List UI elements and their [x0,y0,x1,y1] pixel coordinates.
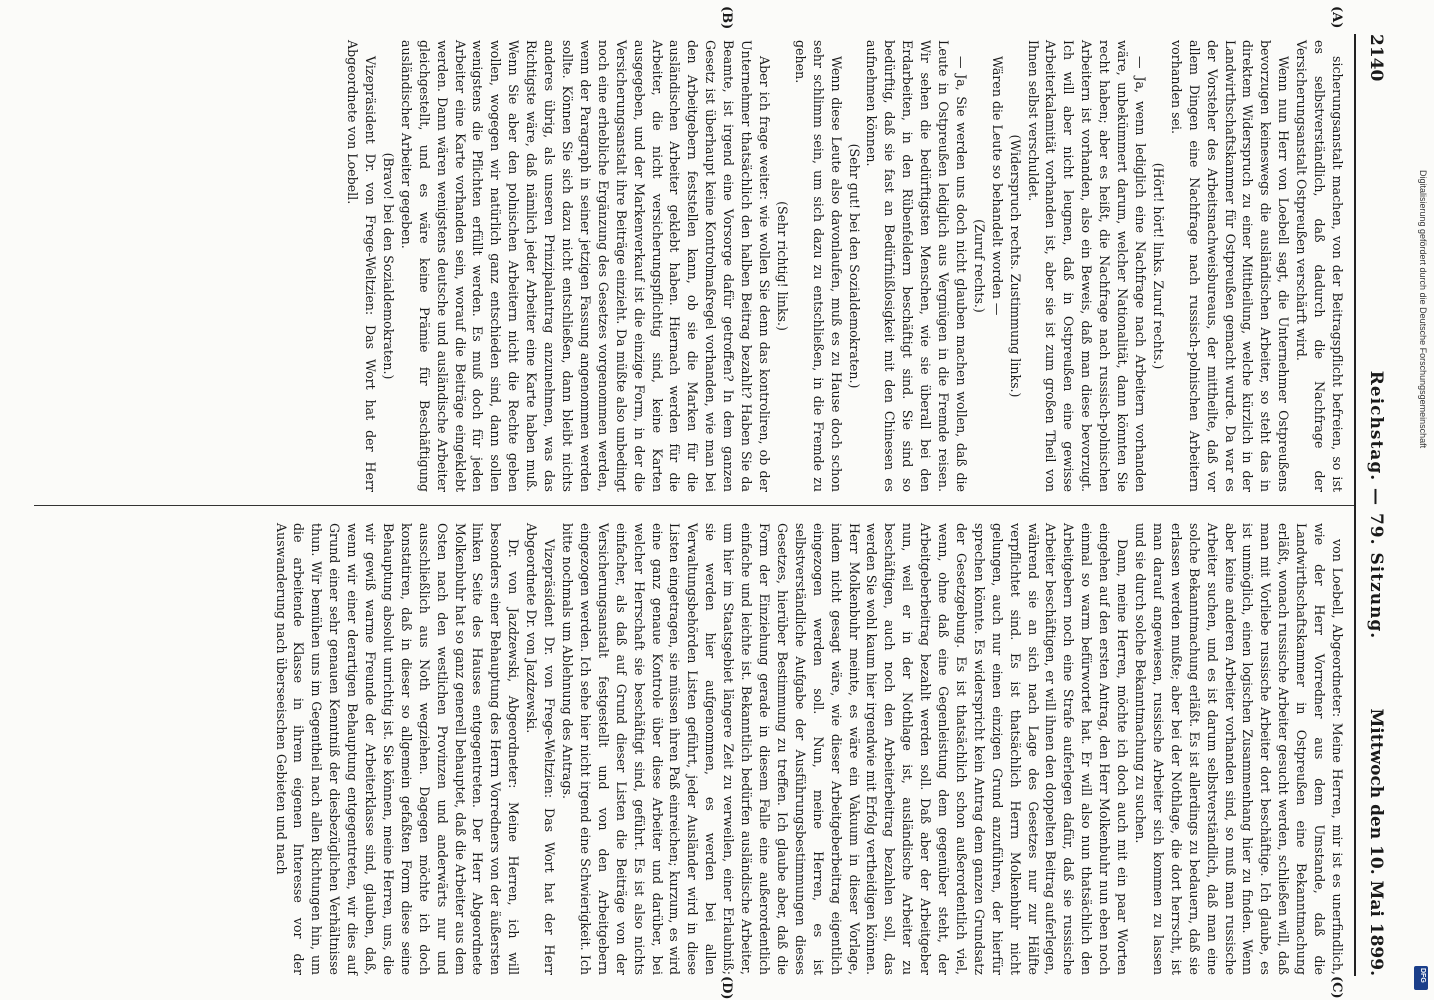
speaker-paragraph: Vizepräsident Dr. von Frege-Weltzien: Das Wort hat der Herr Abgeordnete Dr. von Jazdzewski. [524,523,558,975]
paragraph: Wenn nun Herr von Loebell sagt, die Unternehmer Ostpreußens bevorzugen keineswegs die ausländischen Arbeiter, so steht das in direktem Widerspruch zu einer Mittheilung, welche kürzlich in der Landwirthschaftskammer für Ostpreußen gemacht wurde. Da war es der Vorsteher des Arbeitsnachweisbureaus, der mittheilte, daß vor allem Dingen eine Nachfrage nach russisch-polnischen Arbeitern vorhanden sei. [1168,40,1292,492]
interjection: (Zuruf rechts.) [971,219,987,313]
dfg-logo-text: DFG [1419,968,1426,983]
funding-note [1412,170,1432,990]
paragraph: Wären die Leute so behandelt worden — [989,56,1005,316]
speaker-paragraph: von Loebell, Abgeordneter: Meine Herren, mir ist es unerfindlich, wie der Herr Vorredner aus dem Umstande, daß die Landwirthschaftskammer in Ostpreußen eine Bekanntmachung erläßt, wonach russische Arbeiter gesucht werden, schließen will, daß man mit Vorliebe russische Arbeiter dort beschäftige. Ich glaube, es ist unmöglich, einen logischen Zusammenhang hier zu finden. Wenn aber keine anderen Arbeiter vorhanden sind, so muß man russische Arbeiter suchen, und es ist darum selbstverständlich, daß man eine solche Bekanntmachung erläßt. Es ist allerdings zu bedauern, daß sie erlassen werden mußte; aber bei der Nothlage, die dort herrscht, ist man darauf angewiesen, russische Arbeiter sich kommen zu lassen und sie durch solche Bekanntmachung zu suchen. [1133,523,1345,975]
interjection: (Bravo! bei den Sozialdemokraten.) [380,152,396,380]
paragraph: sicherungsanstalt machen, von der Beitragspflicht befreien, so ist es selbstverständlich, daß dadurch die Nachfrage der Versicherungsanstalt Ostpreußen verschärft wird. [1294,40,1345,492]
page-header [1358,34,1386,976]
paragraph: — Ja, wenn lediglich eine Nachfrage nach Arbeitern vorhanden wäre, unbekümmert darum, welcher Nationalität, dann könnten Sie recht haben; aber es heißt, die Nachfrage nach russisch-polnischen Arbeitern ist vorhanden, also ein Beweis, daß man diese bevorzugt. Ich will aber nicht leugnen, daß in Ostpreußen eine gewisse Arbeiterkalamität vorhanden ist, aber sie ist zum großen Theil von Ihnen selbst verschuldet. [1025,40,1149,492]
session-title: Reichstag. — 79. Sitzung. [1366,370,1386,640]
margin-marker-d: (D) [719,976,734,1000]
interjection: (Hört! hört! links. Zuruf rechts.) [1150,162,1166,370]
column-divider [34,505,1354,506]
margin-marker-a: (A) [1329,6,1344,29]
speaker-paragraph: Dr. von Jazdzewski, Abgeordneter: Meine Herren, ich will besonders einer Behauptung des Herrn Vorredners von der äußersten linken Seite des Hauses entgegentreten. Der Herr Abgeordnete Molkenbuhr hat so ganz generell behauptet, daß die Arbeiter aus dem Osten nach den westlichen Provinzen und anderwärts nur und ausschließlich aus Noth wegziehen. Dagegen möchte ich doch konstatiren, daß in dieser so allgemein gefaßten Form diese seine Behauptung absolut unrichtig ist. Sie können, meine Herren, uns, die wir gewiß warme Freunde der Arbeiterklasse sind, glauben, daß, wenn wir einer derartigen Behauptung entgegentreten, wir dies auf Grund einer sehr genauen Kenntniß der diesbezüglichen Verhältnisse thun. Wir bemühen uns im Gegentheil nach allen Richtungen hin, um die arbeitende Klasse in ihrem eigenen Interesse vor der Auswanderung nach überseeischen Gebieten und nach [273,523,522,975]
session-date: Mittwoch den 10. Mai 1899. [1366,708,1386,976]
paragraph: Dann, meine Herren, möchte ich doch auch mit ein paar Worten eingehen auf den ersten Antrag, den Herr Molkenbuhr nun eben noch einmal so warm befürwortet hat. Er will also nun thatsächlich den Arbeitgebern noch eine Strafe auferlegen dafür, daß sie russische Arbeiter beschäftigen, er will ihnen den doppelten Beitrag auferlegen, während sie an sich nach Lage des Gesetzes nur zur Hälfte verpflichtet sind. Es ist thatsächlich Herrn Molkenbuhr nicht gelungen, auch nur einen einzigen Grund anzuführen, der hierfür sprechen könnte. Es widerspricht kein Antrag dem ganzen Grundsatz der Gesetzgebung. Es ist thatsächlich schon außerordentlich viel, wenn, ohne daß eine Gegenleistung dem gegenüber steht, der Arbeitgeberbeitrag bezahlt werden soll. Daß aber der Arbeitgeber nun, weil er in der Nothlage ist, ausländische Arbeiter zu beschäftigen, auch noch den Arbeiterbeitrag bezahlen soll, das werden Sie wohl kaum hier irgendwie mit Erfolg vertheidigen können. Herr Molkenbuhr meinte, es wäre ein Vakuum in dieser Vorlage, indem nicht gesagt wäre, wie dieser Arbeitgeberbeitrag eigentlich eingezogen werden soll. Nun, meine Herren, es ist selbstverständliche Aufgabe der Ausführungsbestimmungen dieses Gesetzes, hierüber Bestimmung zu treffen. Ich glaube aber, daß die Form der Einziehung gerade in diesem Falle eine außerordentlich einfache und leichte ist. Bekanntlich bedürfen ausländische Arbeiter, um hier im Staatsgebiet längere Zeit zu verweilen, einer Erlaubniß; sie werden hier aufgenommen, es werden bei allen Verwaltungsbehörden Listen geführt, jeder Ausländer wird in diese Listen eingetragen, sie müssen ihren Paß einreichen; kurzum, es wird eine ganz genaue Kontrole über diese Arbeiter und darüber, bei welcher Herrschaft sie beschäftigt sind, geführt. Es ist also nichts einfacher, als daß auf Grund dieser Listen die Beiträge von der Versicherungsanstalt festgestellt und von den Arbeitgebern eingezogen werden. Ich sehe hier nicht irgend eine Schwierigkeit. Ich bitte nochmals um Ablehnung des Antrags. [560,523,1131,975]
paragraph: Aber ich frage weiter: wie wollen Sie denn das kontroliren, ob der Unternehmer thatsächlich den halben Beitrag bezahlt? Haben Sie da Beamte, ist irgend eine Vorsorge dafür getroffen? In dem ganzen Gesetz ist überhaupt keine Kontrolmaßregel vorhanden, wie man bei den Arbeitgebern feststellen kann, ob sie die Marken für die ausländischen Arbeiter geklebt haben. Hiernach werden für die Arbeiter, die nicht versicherungspflichtig sind, keine Karten ausgegeben, und der Markenverkauf ist die einzige Form, in der die Versicherungsanstalt ihre Beiträge einzieht. Da müßte also unbedingt noch eine erhebliche Ergänzung des Gesetzes vorgenommen werden, wenn der Paragraph in seiner jetzigen Fassung angenommen werden sollte. Können Sie sich dazu nicht entschließen, dann bleibt nichts anderes übrig, als unseren Prinzipalantrag anzunehmen, was das Richtigste wäre, daß nämlich jeder Arbeiter eine Karte haben muß. Wenn Sie aber den polnischen Arbeitern nicht die Rechte geben wollen, wogegen wir natürlich ganz entschieden sind, dann sollen wenigstens die Pflichten erfüllt werden. Es muß doch für jeden Arbeiter eine Karte vorhanden sein, worauf die Beiträge eingeklebt werden. Dann wären wenigstens deutsche und ausländische Arbeiter gleichgestellt, und es wäre keine Prämie für Beschäftigung ausländischer Arbeiter gegeben. [398,40,772,492]
right-column [272,523,1346,975]
interjection: (Sehr gut! bei den Sozialdemokraten.) [846,143,862,389]
speaker-paragraph: Vizepräsident Dr. von Frege-Weltzien: Das Wort hat der Herr Abgeordnete von Loebell. [345,40,379,492]
left-column [343,40,1346,492]
funding-note-text: Digitalisierung gefördert durch die Deutsche Forschungsgemeinschaft [1418,170,1428,449]
paragraph: Wenn diese Leute also davonlaufen, muß es zu Hause doch schon sehr schlimm sein, um sich dazu zu entschließen, in die Fremde zu gehen. [792,40,844,492]
interjection: (Widerspruch rechts. Zustimmung links.) [1007,134,1023,398]
margin-marker-b: (B) [719,6,734,30]
header-rule [1354,34,1356,976]
page-number: 2140 [1366,34,1386,82]
margin-marker-c: (C) [1329,976,1344,999]
paragraph: — Ja, Sie werden uns doch nicht glauben machen wollen, daß die Leute in Ostpreußen lediglich aus Vergnügen in die Fremde reisen. Wir sehen die bedürftigsten Menschen, wie sie überall bei den Erdarbeiten, in den Rübenfeldern beschäftigt sind. Sie sind so bedürftig, daß sie fast an Bedürfnißlosigkeit mit den Chinesen es aufnehmen können. [864,40,969,492]
interjection: (Sehr richtig! links.) [774,201,790,331]
dfg-logo [1414,966,1428,990]
